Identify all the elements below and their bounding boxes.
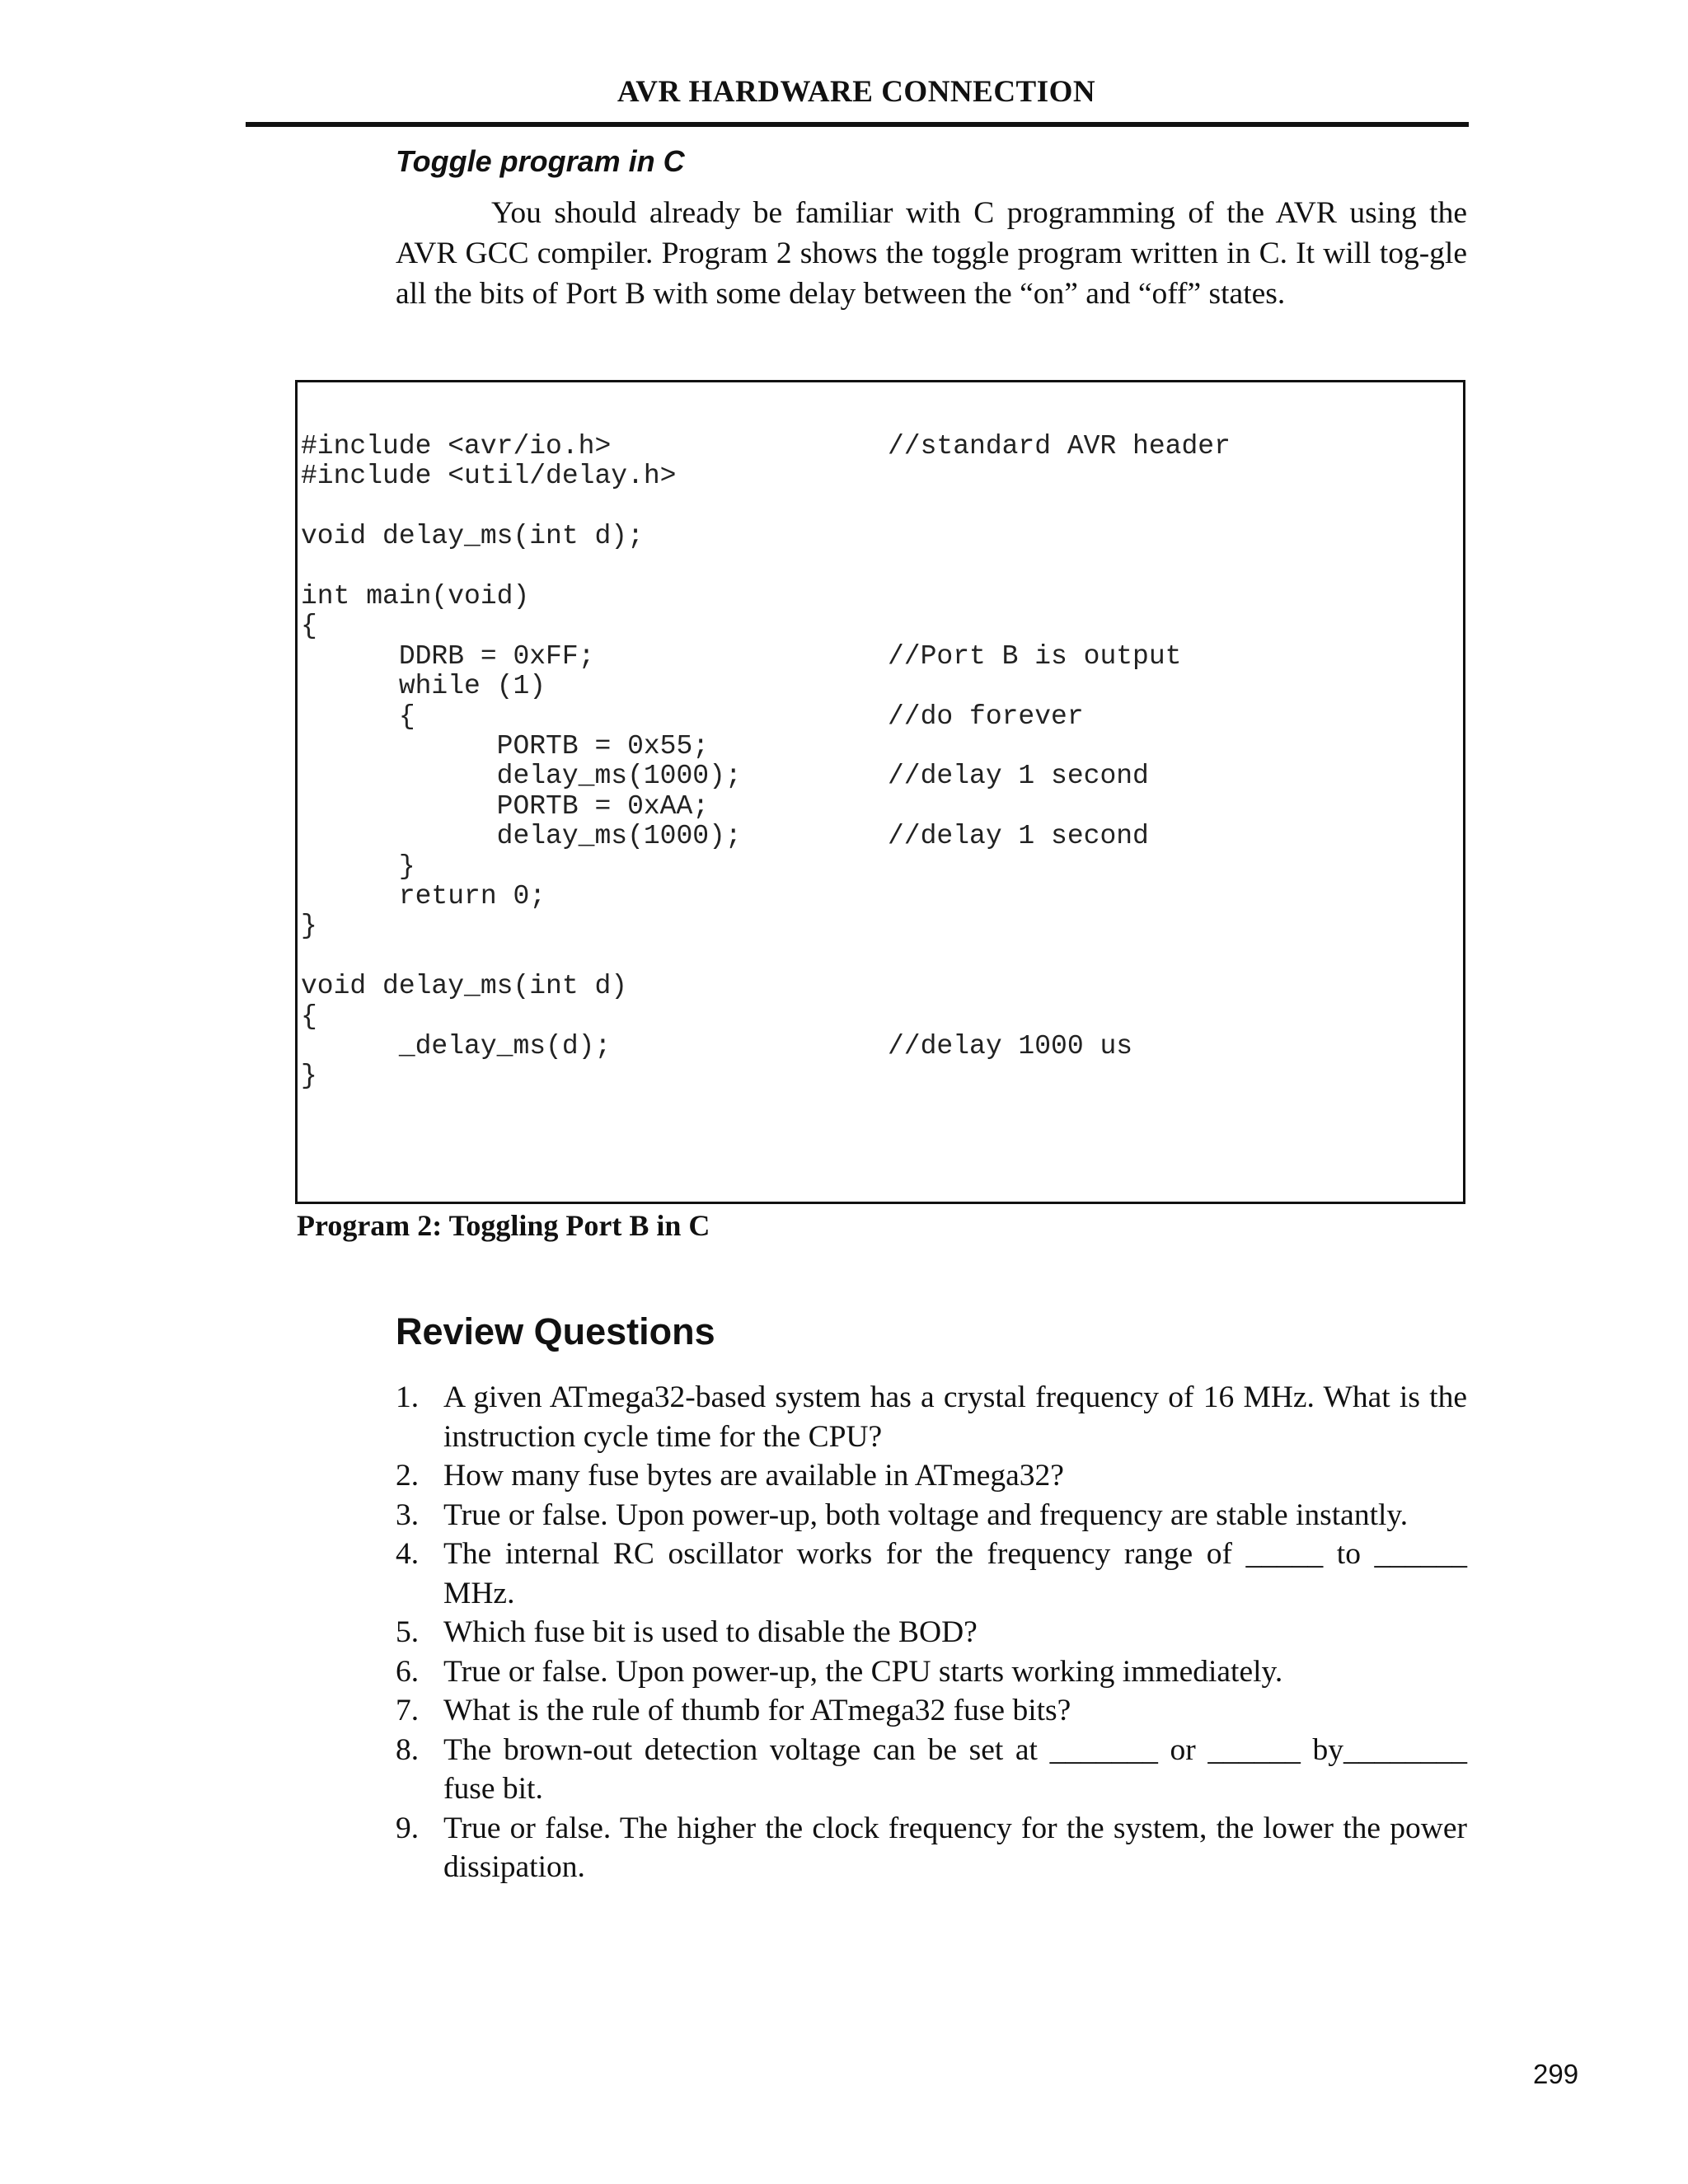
code-listing: [295, 380, 1465, 1204]
question-number: 7.: [396, 1694, 420, 1727]
code-line: DDRB = 0xFF;: [301, 640, 595, 672]
question-text: Which fuse bit is used to disable the BOD?: [443, 1615, 978, 1649]
code-line: }: [301, 851, 415, 882]
code-comment: //delay 1 second: [888, 761, 1149, 792]
review-question: [396, 1731, 1467, 1809]
page-number: 299: [1533, 2059, 1579, 2089]
code-line: int main(void): [301, 581, 530, 612]
review-question: [396, 1378, 1467, 1456]
question-text: True or false. The higher the clock frequency for the system, the lower the power dissipation.: [443, 1811, 1467, 1884]
question-number: 4.: [396, 1537, 420, 1571]
question-number: 2.: [396, 1459, 420, 1493]
review-questions-heading: Review Questions: [396, 1310, 715, 1352]
code-line: {: [301, 611, 317, 642]
code-line: {: [301, 1001, 317, 1032]
review-question: [396, 1535, 1467, 1613]
review-questions-list: [396, 1378, 1467, 1887]
question-number: 9.: [396, 1811, 420, 1845]
question-number: 1.: [396, 1380, 420, 1414]
question-text: The brown-out detection voltage can be set at _______ or ______ by________ fuse bit.: [443, 1732, 1467, 1806]
question-text: True or false. Upon power-up, the CPU starts working immediately.: [443, 1654, 1283, 1689]
code-line: {: [301, 701, 415, 732]
review-question: [396, 1613, 1467, 1652]
code-line: #include <avr/io.h>: [301, 431, 612, 462]
code-line: }: [301, 1061, 317, 1092]
question-text: The internal RC oscillator works for the frequency range of _____ to ______ MHz.: [443, 1537, 1467, 1610]
code-line: void delay_ms(int d);: [301, 521, 644, 552]
code-comment: //do forever: [888, 701, 1084, 732]
code-line: delay_ms(1000);: [301, 821, 742, 852]
question-text: True or false. Upon power-up, both voltage and frequency are stable instantly.: [443, 1497, 1409, 1532]
review-question: [396, 1691, 1467, 1731]
header-rule: [246, 122, 1469, 127]
question-number: 8.: [396, 1732, 420, 1767]
review-question: [396, 1652, 1467, 1692]
review-question: [396, 1809, 1467, 1887]
code-comment: //delay 1000 us: [888, 1031, 1133, 1062]
review-question: [396, 1496, 1467, 1535]
review-question: [396, 1456, 1467, 1496]
question-text: How many fuse bytes are available in ATmega32?: [443, 1459, 1064, 1493]
question-text: A given ATmega32-based system has a crystal frequency of 16 MHz. What is the instruction cycle time for the CPU?: [443, 1380, 1467, 1454]
code-line: delay_ms(1000);: [301, 761, 742, 792]
question-text: What is the rule of thumb for ATmega32 fuse bits?: [443, 1694, 1071, 1727]
code-line: return 0;: [301, 881, 546, 912]
question-number: 3.: [396, 1497, 420, 1532]
code-line: }: [301, 911, 317, 942]
program-caption: Program 2: Toggling Port B in C: [297, 1209, 710, 1242]
code-line: PORTB = 0xAA;: [301, 790, 710, 822]
code-line: _delay_ms(d);: [301, 1031, 612, 1062]
code-comment: //delay 1 second: [888, 821, 1149, 852]
running-header: AVR HARDWARE CONNECTION: [617, 75, 1096, 109]
question-number: 6.: [396, 1654, 420, 1689]
code-line: while (1): [301, 671, 546, 702]
code-line: PORTB = 0x55;: [301, 731, 710, 762]
code-line: #include <util/delay.h>: [301, 461, 677, 492]
intro-paragraph: You should already be familiar with C programming of the AVR using the AVR GCC compiler. Program 2 shows the toggle program written in C. It will tog-gle all the bits of Port B with some delay between the “on” and “off” states.: [396, 196, 1467, 311]
code-comment: //standard AVR header: [888, 431, 1231, 462]
code-line: void delay_ms(int d): [301, 971, 628, 1002]
code-comment: //Port B is output: [888, 640, 1182, 672]
section-title: Toggle program in C: [396, 144, 685, 178]
question-number: 5.: [396, 1615, 420, 1649]
